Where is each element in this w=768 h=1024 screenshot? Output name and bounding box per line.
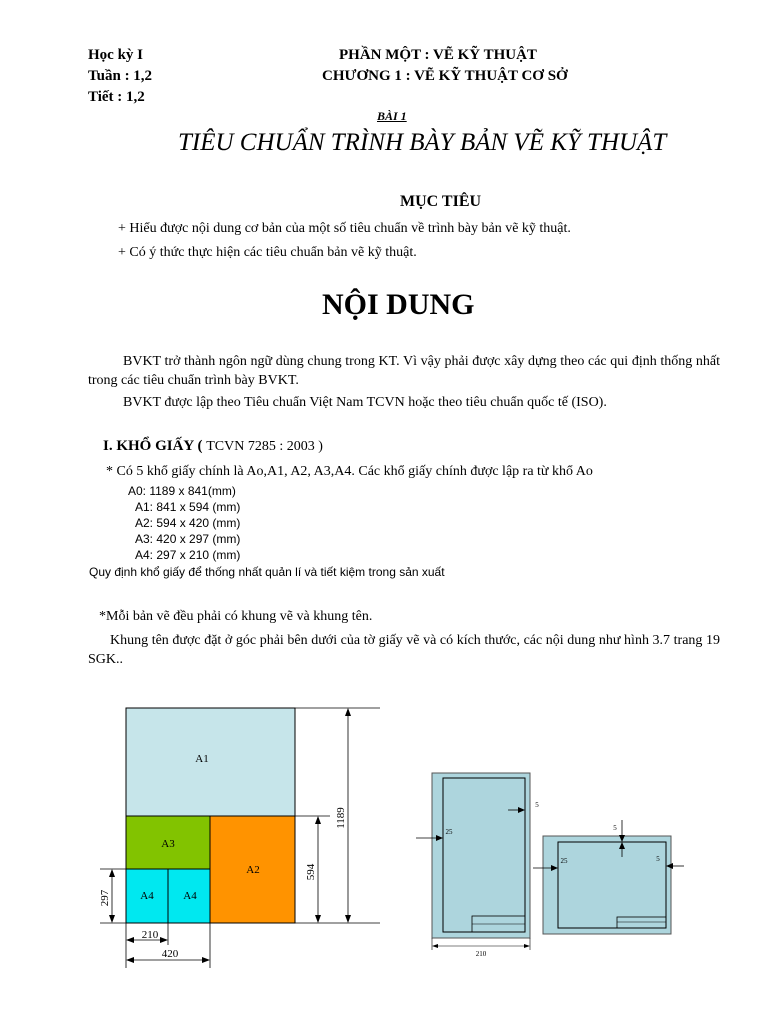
paper-size-a3: A3: 420 x 297 (mm): [135, 532, 241, 546]
lesson-title: TIÊU CHUẨN TRÌNH BÀY BẢN VẼ KỸ THUẬT: [178, 129, 667, 156]
lesson-number: BÀI 1: [377, 109, 407, 123]
paper-size-note: Quy định khổ giấy để thống nhất quản lí và tiết kiệm trong sản xuất: [89, 565, 445, 579]
a3-label: A3: [161, 838, 175, 850]
paper-size-a0: A0: 1189 x 841(mm): [128, 484, 236, 498]
portrait-dim-25: 25: [445, 828, 453, 836]
portrait-dim-210: 210: [475, 950, 487, 958]
landscape-dim-5-top: 5: [613, 824, 617, 832]
period-label: Tiết : 1,2: [88, 89, 145, 105]
dim-594: 594: [305, 863, 317, 881]
dim-210: 210: [141, 929, 159, 941]
content-heading: NỘI DUNG: [322, 288, 475, 321]
a1-sheet: [126, 708, 295, 816]
portrait-sheet: [432, 773, 530, 938]
paper-size-a1: A1: 841 x 594 (mm): [135, 500, 241, 514]
paper-sizes-intro: * Có 5 khổ giấy chính là Ao,A1, A2, A3,A4. Các khổ giấy chính được lập ra từ khổ Ao: [106, 464, 593, 479]
title-block-note: Khung tên được đặt ở góc phải bên dưới của tờ giấy vẽ và có kích thước, các nội dung như hình 3.7 trang 19 SGK..: [88, 633, 720, 667]
frame-note: *Mỗi bản vẽ đều phải có khung vẽ và khung tên.: [99, 609, 373, 624]
dim-297: 297: [99, 889, 111, 907]
paper-size-a2: A2: 594 x 420 (mm): [135, 516, 241, 530]
a2-label: A2: [246, 864, 260, 876]
objectives-heading: MỤC TIÊU: [400, 193, 482, 210]
a4-label-left: A4: [140, 890, 154, 902]
content-paragraph-2: BVKT được lập theo Tiêu chuẩn Việt Nam TCVN hoặc theo tiêu chuẩn quốc tế (ISO).: [123, 395, 607, 410]
part-title: PHẦN MỘT : VẼ KỸ THUẬT: [339, 47, 537, 63]
paper-size-a4: A4: 297 x 210 (mm): [135, 548, 241, 562]
landscape-dim-25: 25: [560, 857, 568, 865]
section1-standard: TCVN 7285 : 2003 ): [206, 439, 323, 454]
semester-label: Học kỳ I: [88, 47, 144, 63]
dim-1189: 1189: [335, 807, 347, 829]
section1-title: I. KHỔ GIẤY (: [103, 438, 203, 454]
landscape-dim-5-right: 5: [656, 855, 660, 863]
a1-label: A1: [195, 753, 209, 765]
a4-label-right: A4: [183, 890, 197, 902]
objective-item: + Hiểu được nội dung cơ bản của một số tiêu chuẩn về trình bày bản vẽ kỹ thuật.: [118, 221, 571, 236]
landscape-sheet: [543, 836, 671, 934]
objective-item: + Có ý thức thực hiện các tiêu chuẩn bản vẽ kỹ thuật.: [118, 245, 417, 260]
chapter-title: CHƯƠNG 1 : VẼ KỸ THUẬT CƠ SỞ: [322, 68, 568, 84]
week-label: Tuần : 1,2: [88, 68, 153, 84]
portrait-dim-5: 5: [535, 801, 539, 809]
dim-420: 420: [161, 948, 179, 960]
content-paragraph-1: BVKT trở thành ngôn ngữ dùng chung trong KT. Vì vậy phải được xây dựng theo các qui định thống nhất trong các tiêu chuẩn trình bày BVKT.: [88, 354, 720, 388]
